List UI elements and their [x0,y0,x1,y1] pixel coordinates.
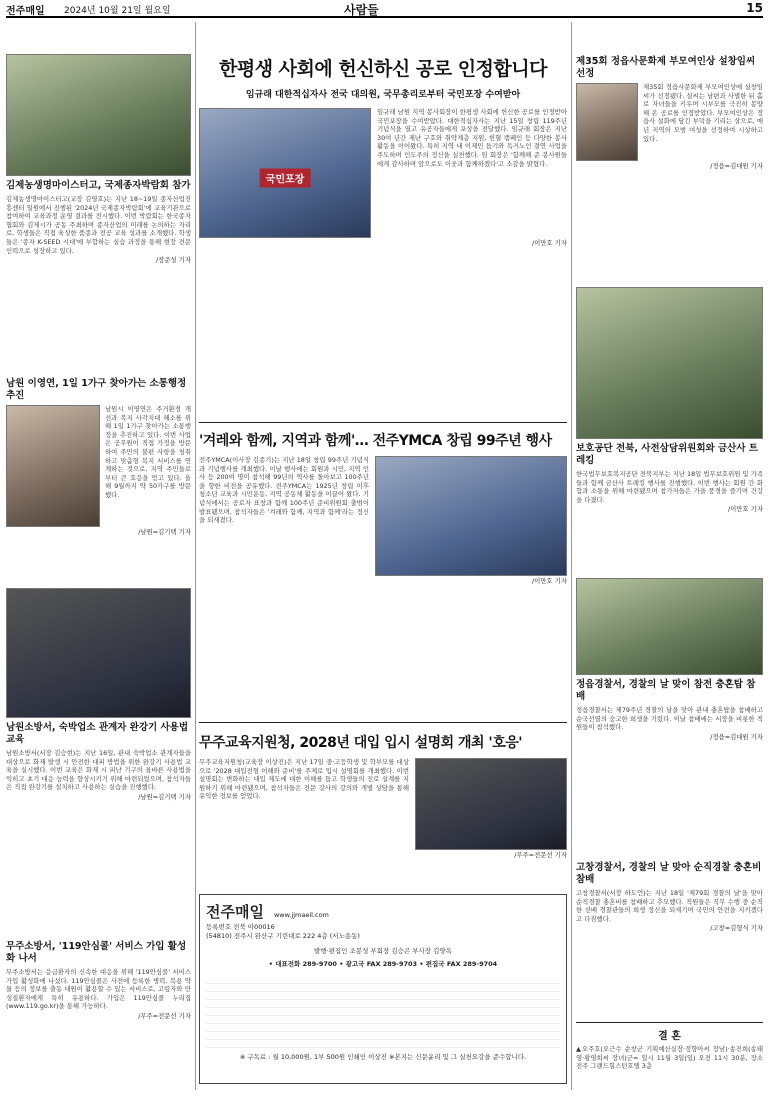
left-column [6,22,191,1090]
masthead-reg: 등록번호 전북 아00016 [206,923,275,931]
lead-subtitle: 임규래 대한적십자사 전국 대의원, 국무총리로부터 국민포장 수여받아 [245,90,521,100]
article-body: 무주교육지원청(교육장 이상진)은 지난 17일 중·고등학생 및 학부모를 대상으로 '2028 대입전형 이해와 준비'를 주제로 입시 설명회를 개최했다. 이번 설명회는 변화하는 대입 제도에 대한 이해를 돕고 학생들의 진로 설계를 지원하기 위해 마련됐으며, 참석자들은 전문 강사의 강의와 개별 상담을 통해 유익한 정보를 얻었다. [199,758,409,801]
article-body: 임규래 남원 지역 봉사회장이 한평생 사회에 헌신한 공로를 인정받아 국민포장을 수여받았다. 대한적십자사는 지난 15일 창립 119주년 기념식을 열고 유공자들에게 포상을 전달했다. 임규래 회장은 지난 30여 년간 재난 구호와 취약계층 지원, 헌혈 캠페인 등 다양한 봉사 활동을 이어왔다. 특히 지역 내 이재민 돕기와 독거노인 결연 사업을 주도하며 인도주의 정신을 실천했다. 임 회장은 '함께해 준 봉사원들에게 감사하며 앞으로도 이웃과 함께하겠다'고 소감을 밝혔다. [377,108,567,168]
notice-title: 결 혼 [658,1031,681,1042]
article-headline: 고창경찰서, 경찰의 날 맞아 순직경찰 충혼비 참배 [576,862,762,885]
photo [375,456,567,576]
byline: /남원=김기택 기자 [138,792,191,801]
lead-headline: 한평생 사회에 헌신하신 공로 인정합니다 [219,58,547,80]
byline: /정읍=김대원 기자 [710,162,763,170]
masthead-paper: 전주매일 [206,903,264,921]
article-headline: 무주교육지원청, 2028년 대입 입시 설명회 개최 '호응' [199,735,523,751]
article-namwon [6,374,191,536]
byline: /고창=김형식 기자 [710,924,763,933]
article-headline: 김제농생명마이스터고, 국제종자박람회 참가 [6,180,191,191]
masthead-footer: ※ 구독료 : 월 10,000원, 1부 500원 인쇄인 이상진 ※본지는 신문윤리 및 그 실천요강을 준수합니다. [239,1053,527,1061]
issue-date: 2024년 10월 21일 월요일 [64,6,171,16]
article-body: 전주YMCA(이사장 김종기)는 지난 18일 창립 99주년 기념식과 기념행사를 개최했다. 이날 행사에는 회원과 시민, 지역 인사 등 200여 명이 참석해 99년의 역사를 돌아보고 100주년을 향한 비전을 공유했다. 전주YMCA는 1925년 창립 이후 청소년 교육과 시민운동, 지역 공동체 활동을 이끌어 왔다. 기념식에서는 공로자 표창과 함께 100주년 준비위원회 출범이 발표됐으며, 참석자들은 '겨레와 함께, 지역과 함께'라는 정신을 되새겼다. [199,456,369,525]
article-headline: 남원소방서, 숙박업소 관계자 완강기 사용법 교육 [6,722,189,745]
article-muju-fire [6,937,191,1020]
byline: /정읍=김대원 기자 [710,732,763,741]
masthead-box [199,894,567,1084]
article-gochang-police [576,858,763,932]
paper-name: 전주매일 [6,6,45,17]
article-headline: 정읍경찰서, 경찰의 날 맞이 참전 충혼탑 참배 [576,679,756,702]
right-column [576,22,763,1090]
article-jeongeup-police [576,578,763,741]
office-directory [206,976,560,1048]
article-body: 한국법무보호복지공단 전북지부는 지난 18일 법무보호위원 및 가족들과 함께 금산사 트레킹 행사를 진행했다. 이번 행사는 회원 간 화합과 소통을 위해 마련됐으며 참가자들은 가을 풍경을 즐기며 건강을 다졌다. [576,470,763,504]
photo [415,758,567,850]
article-headline: '겨레와 함께, 지역과 함께'… 전주YMCA 창립 99주년 행사 [199,433,552,449]
article-body: 남원시 이영연은 주거환경 개선과 복지 사각지대 해소를 위해 1일 1가구 찾아가는 소통행정을 추진하고 있다. 이번 사업은 공무원이 직접 가정을 방문하여 주민의 불편 사항을 청취하고 맞춤형 복지 서비스를 연계하는 것으로, 지역 주민들로부터 큰 호응을 얻고 있다. 올해 9월까지 약 50가구를 방문했다. [105,405,191,499]
byline: /장준성 기자 [155,256,191,265]
photo [576,287,763,439]
byline: /이만호 기자 [531,577,567,585]
photo [6,588,191,718]
article-headline: 보호공단 전북, 사전삼담위원회와 금산사 트레킹 [576,443,759,466]
byline: /이만호 기자 [727,505,763,514]
article-body: 남원소방서(서장 김승현)는 지난 16일, 관내 숙박업소 관계자들을 대상으로 화재 발생 시 안전한 대피 방법을 위한 완강기 사용법 교육을 실시했다. 이번 교육은 화재 시 피난 기구의 올바른 사용법을 익히고 초기 대응 능력을 향상시키기 위해 마련되었으며, 참석자들은 직접 완강기를 설치하고 사용하는 실습을 진행했다. [6,749,191,792]
masthead-address: (54810) 전주시 완산구 기린대로 222 4층 (서노송동) [206,932,360,940]
section-name: 사람들 [344,3,379,17]
article-body: 김제농생명마이스터고(교장 김영호)는 지난 18~19일 종자산업진흥센터 일원에서 진행된 '2024년 국제종자박람회'에 교육기관으로 참여하여 교육과정 운영 결과를 전시했다. 이번 박람회는 한국종자협회와 김제시가 공동 주최하며 종자산업의 미래를 논의하는 자리로, 학생들은 직접 육성한 품종과 전공 교육 성과를 소개했다. 학생들은 '종자 K-SEED 시대'에 부합하는 실습 과정을 통해 현장 전문 인력으로 성장하고 있다. [6,195,191,255]
center-column [199,22,567,1090]
article-headline: 제35회 정읍사문화제 부모여인상 설창임씨 선정 [576,56,756,79]
article-headline: 무주소방서, '119안심콜' 서비스 가입 활성화 나서 [6,941,187,964]
divider [199,722,567,723]
page-number: 15 [746,1,763,15]
muju-edu-article [199,732,567,859]
lead-photo [199,108,371,238]
byline: /무주=전문선 기자 [138,1011,191,1020]
portrait-photo [576,83,638,161]
article-jeongeup-award [576,52,763,170]
article-body: 제35회 정읍사문화제 부모여인상에 설창임씨가 선정됐다. 설씨는 남편과 사별한 뒤 홀로 자녀들을 키우며 시부모를 극진히 봉양해 온 공로를 인정받았다. 부모여인상은 정읍사 설화에 담긴 부덕을 기리는 상으로, 매년 지역의 모범 여성을 선정하여 시상하고 있다. [643,83,763,143]
byline: /남원=김기택 기자 [138,528,191,536]
notice-body: ▲오주호(오근수 순창군 기획예산실장·정향아씨 장남)·송진희(송태영·황영희씨 장녀)군= 일시 11월 3일(일) 오전 11시 30분, 장소 전주 그랜드힐스턴호텔 3층 [576,1045,763,1071]
photo [6,405,100,527]
masthead-url: www.jjmaeil.com [273,911,329,919]
lead-article [199,54,567,247]
article-kimje [6,54,191,264]
masthead-staff: 발행·편집인 조봉성 부회장 김승곤 부사장 김양옥 [314,947,452,955]
article-namwon-fire [6,588,191,801]
article-body: 무주소방서는 응급환자의 신속한 대응을 위해 '119안심콜' 서비스 가입 활성화에 나섰다. 119안심콜은 사전에 등록한 병력, 복용 약물 등의 정보를 출동 대원이 활용할 수 있는 서비스로, 고령자와 만성질환자에게 특히 유용하다. 가입은 119안심콜 누리집(www.119.go.kr)을 통해 가능하다. [6,968,191,1011]
article-trekking [576,287,763,513]
photo [6,54,191,176]
divider [199,422,567,423]
column-divider [195,22,196,1090]
photo-caption: 국민포장 [260,169,311,188]
article-body: 고창경찰서(서장 하도언)는 지난 18일 '제79회 경찰의 날'을 맞아 순직경찰 충혼비를 참배하고 추모했다. 직원들은 직무 수행 중 순직한 선배 경찰관들의 희생 정신을 되새기며 국민의 안전을 지키겠다고 다짐했다. [576,889,763,923]
column-divider [571,22,572,1090]
masthead-phones: • 대표전화 289-9700 • 광고국 FAX 289-9703 • 편집국 FAX 289-9704 [268,960,498,968]
wedding-notice [576,1022,763,1071]
page-header [6,2,763,18]
byline: /이만호 기자 [531,239,567,247]
article-headline: 남원 이영연, 1일 1가구 찾아가는 소통행정 추진 [6,378,187,401]
article-body: 정읍경찰서는 제79주년 경찰의 날을 맞아 관내 충혼탑을 참배하고 순국선열의 숭고한 희생을 기렸다. 이날 참배에는 서장을 비롯한 직원들이 참석했다. [576,706,763,732]
byline: /무주=전문선 기자 [514,851,567,859]
photo [576,578,763,675]
ymca-article [199,430,567,585]
